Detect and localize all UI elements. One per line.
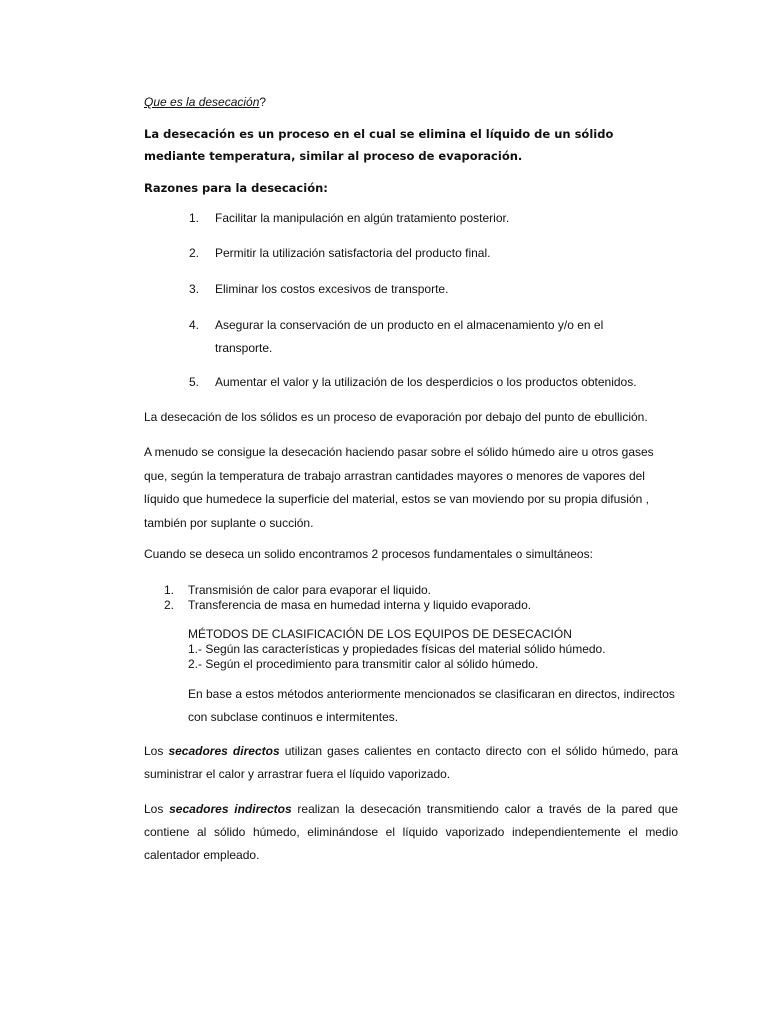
list-item-number: 3. (188, 282, 199, 296)
list-item-number: 2. (188, 246, 199, 260)
methods-note: En base a estos métodos anteriormente mencionados se clasificaran en directos, indirectos con subclase continuos e intermitentes. (188, 687, 675, 724)
title-text: Que es la desecación (144, 95, 260, 109)
list-item: Transferencia de masa en humedad interna y liquido evaporado. (188, 598, 532, 612)
list-item-number: 2. (164, 598, 175, 612)
indirect-prefix: Los (144, 802, 170, 816)
list-item: Permitir la utilización satisfactoria del producto final. (215, 246, 491, 260)
definition-paragraph: La desecación es un proceso en el cual se elimina el líquido de un sólido mediante temperatura, similar al proceso de evaporación. (144, 127, 614, 163)
list-item: Transmisión de calor para evaporar el liquido. (188, 583, 432, 597)
page-title (144, 91, 678, 114)
term-direct-dryers: secadores directos (168, 744, 280, 758)
list-item-number: 4. (188, 318, 199, 332)
title-question-mark: ? (259, 95, 267, 109)
direct-prefix: Los (144, 744, 169, 758)
list-item-number: 1. (188, 211, 199, 225)
reasons-heading: Razones para la desecación: (144, 181, 328, 195)
paragraph-boiling-point: La desecación de los sólidos es un proceso de evaporación por debajo del punto de ebullición. (144, 410, 648, 424)
paragraph-direct-dryers (144, 740, 678, 786)
list-item: 2.- Según el procedimiento para transmitir calor al sólido húmedo. (188, 657, 539, 671)
list-item-number: 5. (188, 375, 199, 389)
paragraph-processes-intro: Cuando se deseca un solido encontramos 2 procesos fundamentales o simultáneos: (144, 547, 593, 561)
methods-heading: MÉTODOS DE CLASIFICACIÓN DE LOS EQUIPOS DE DESECACIÓN (188, 627, 572, 641)
paragraph-drying-gases: A menudo se consigue la desecación haciendo pasar sobre el sólido húmedo aire u otros gases que, según la temperatura de trabajo arrastran cantidades mayores o menores de vapores del líquido que humedece la superficie del material, estos se van moviendo por su propia difusión , también por suplante o succión. (144, 445, 654, 530)
list-item: 1.- Según las características y propiedades físicas del material sólido húmedo. (188, 642, 606, 656)
indirect-rest: realizan la desecación transmitiendo calor a través de la pared que contiene al sólido húmedo, eliminándose el líquido vaporizado independientemente el medio calentador empleado. (144, 802, 678, 862)
direct-rest: utilizan gases calientes en contacto directo con el sólido húmedo, para suministrar el calor y arrastrar fuera el líquido vaporizado. (144, 744, 678, 781)
list-item: Eliminar los costos excesivos de transporte. (215, 282, 449, 296)
list-item-number: 1. (164, 583, 175, 597)
term-indirect-dryers: secadores indirectos (169, 802, 292, 816)
paragraph-indirect-dryers (144, 798, 678, 867)
list-item: Aumentar el valor y la utilización de los desperdicios o los productos obtenidos. (215, 375, 637, 389)
list-item: Asegurar la conservación de un producto en el almacenamiento y/o en el transporte. (215, 318, 604, 355)
list-item: Facilitar la manipulación en algún tratamiento posterior. (215, 211, 510, 225)
